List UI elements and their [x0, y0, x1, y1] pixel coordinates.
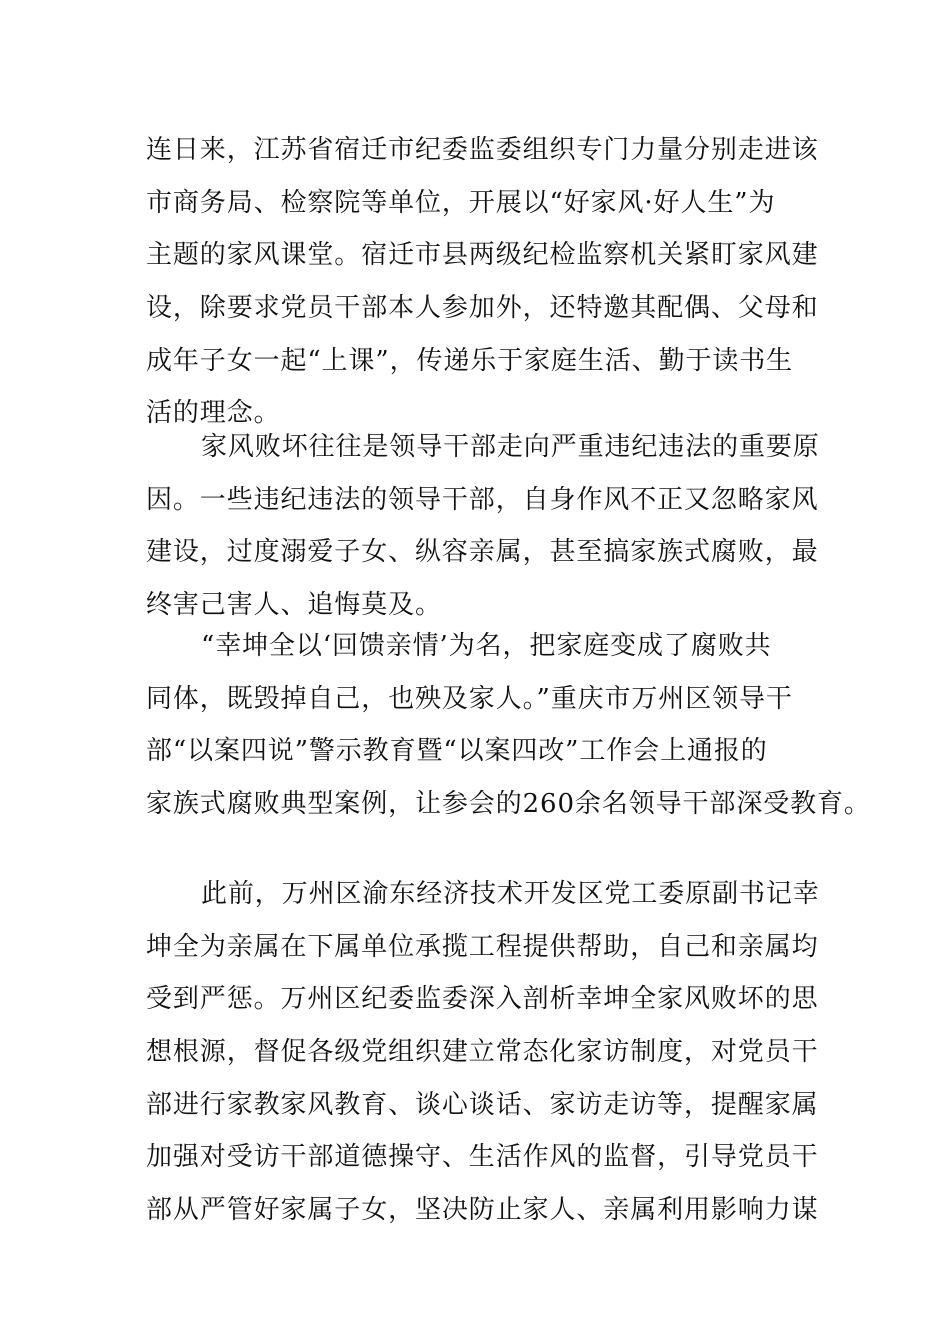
paragraph-line: 同体，既毁掉自己，也殃及家人。”重庆市万州区领导干 [146, 683, 793, 714]
paragraph-line: 成年子女一起“上课”，传递乐于家庭生活、勤于读书生 [146, 345, 794, 376]
paragraph-line: 家族式腐败典型案例，让参会的260余名领导干部深受教育。 [146, 789, 871, 820]
paragraph-3 [146, 620, 871, 831]
paragraph-line: 市商务局、检察院等单位，开展以“好家风·好人生”为 [146, 187, 776, 218]
paragraph-line: 建设，过度溺爱子女、纵容亲属，甚至搞家族式腐败，最 [146, 537, 819, 568]
paragraph-line: 主题的家风课堂。宿迁市县两级纪检监察机关紧盯家风建 [146, 240, 819, 271]
paragraph-4 [146, 868, 826, 1237]
paragraph-line: 加强对受访干部道德操守、生活作风的监督，引导党员干 [146, 1142, 819, 1173]
paragraph-line: 活的理念。 [146, 398, 281, 429]
paragraph-line: 此前，万州区渝东经济技术开发区党工委原副书记幸 [201, 879, 820, 909]
paragraph-line: 坤全为亲属在下属单位承揽工程提供帮助，自己和亲属均 [146, 931, 819, 962]
paragraph-line: 受到严惩。万州区纪委监委深入剖析幸坤全家风败坏的思 [146, 984, 819, 1015]
paragraph-line: 终害己害人、追悔莫及。 [146, 590, 442, 621]
paragraph-line: 部从严管好家属子女，坚决防止家人、亲属利用影响力谋 [146, 1195, 819, 1226]
paragraph-line: 部进行家教家风教育、谈心谈话、家访走访等，提醒家属 [146, 1089, 819, 1120]
paragraph-line: 设，除要求党员干部本人参加外，还特邀其配偶、父母和 [146, 293, 819, 324]
paragraph-2 [146, 421, 826, 632]
paragraph-1 [146, 124, 826, 440]
paragraph-line: 连日来，江苏省宿迁市纪委监委组织专门力量分别走进该 [146, 135, 819, 165]
paragraph-line: 部“以案四说”警示教育暨“以案四改”工作会上通报的 [146, 736, 768, 767]
paragraph-line: 家风败坏往往是领导干部走向严重违纪违法的重要原 [201, 432, 820, 462]
paragraph-line: 因。一些违纪违法的领导干部，自身作风不正又忽略家风 [146, 484, 819, 515]
paragraph-line: 想根源，督促各级党组织建立常态化家访制度，对党员干 [146, 1037, 819, 1068]
paragraph-line: “幸坤全以‘回馈亲情’为名，把家庭变成了腐败共 [201, 631, 772, 661]
